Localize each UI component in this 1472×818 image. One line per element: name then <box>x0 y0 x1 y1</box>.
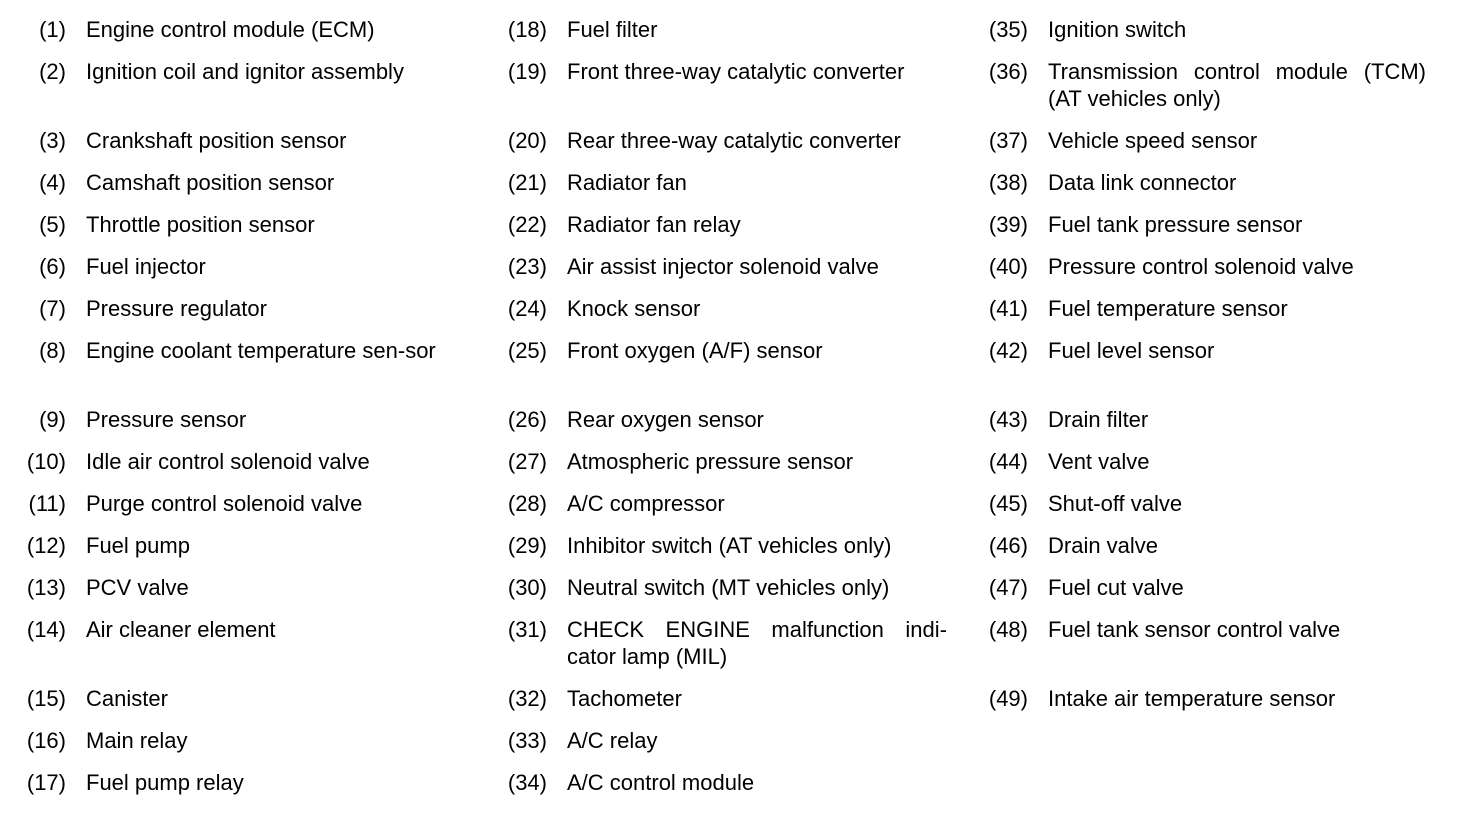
legend-item-35 <box>970 16 1426 43</box>
item-label: Knock sensor <box>567 296 701 321</box>
item-label: Inhibitor switch (AT vehicles only) <box>567 533 892 558</box>
item-number: (44) <box>988 449 1028 474</box>
legend-item-3 <box>8 127 468 154</box>
legend-item-16 <box>8 727 468 754</box>
legend-item-25 <box>489 337 947 364</box>
item-number: (15) <box>26 686 66 711</box>
item-label: Transmission control module (TCM) (AT vehicles only) <box>1048 59 1426 111</box>
item-label: Ignition switch <box>1048 17 1187 42</box>
legend-item-45 <box>970 490 1426 517</box>
legend-item-8 <box>8 337 468 364</box>
legend-item-46 <box>970 532 1426 559</box>
item-number: (31) <box>507 617 547 642</box>
legend-item-20 <box>489 127 947 154</box>
legend-item-31 <box>489 616 947 670</box>
item-label: Main relay <box>86 728 188 753</box>
legend-item-41 <box>970 295 1426 322</box>
item-label: Radiator fan relay <box>567 212 741 237</box>
item-label: Fuel pump <box>86 533 190 558</box>
item-number: (27) <box>507 449 547 474</box>
legend-item-5 <box>8 211 468 238</box>
item-label: Camshaft position sensor <box>86 170 335 195</box>
item-number: (23) <box>507 254 547 279</box>
item-label: Fuel cut valve <box>1048 575 1184 600</box>
legend-item-14 <box>8 616 468 643</box>
legend-item-37 <box>970 127 1426 154</box>
item-number: (8) <box>39 338 66 363</box>
legend-item-21 <box>489 169 947 196</box>
item-number: (48) <box>988 617 1028 642</box>
item-label: Intake air temperature sensor <box>1048 686 1336 711</box>
item-label: Vehicle speed sensor <box>1048 128 1258 153</box>
item-number: (34) <box>507 770 547 795</box>
item-number: (46) <box>988 533 1028 558</box>
item-label: A/C relay <box>567 728 658 753</box>
item-number: (38) <box>988 170 1028 195</box>
item-number: (24) <box>507 296 547 321</box>
legend-item-23 <box>489 253 947 280</box>
item-label: Fuel filter <box>567 17 658 42</box>
item-label: Ignition coil and ignitor assembly <box>86 59 404 84</box>
item-number: (43) <box>988 407 1028 432</box>
item-label: Drain filter <box>1048 407 1149 432</box>
legend-item-13 <box>8 574 468 601</box>
legend-item-11 <box>8 490 468 517</box>
item-number: (19) <box>507 59 547 84</box>
item-number: (14) <box>26 617 66 642</box>
item-label: Fuel injector <box>86 254 206 279</box>
item-number: (3) <box>39 128 66 153</box>
item-number: (6) <box>39 254 66 279</box>
item-number: (13) <box>26 575 66 600</box>
item-label: Crankshaft position sensor <box>86 128 347 153</box>
item-number: (29) <box>507 533 547 558</box>
item-label: Fuel pump relay <box>86 770 244 795</box>
item-label: Atmospheric pressure sensor <box>567 449 854 474</box>
item-number: (32) <box>507 686 547 711</box>
item-number: (26) <box>507 407 547 432</box>
item-label: Fuel tank pressure sensor <box>1048 212 1303 237</box>
item-number: (7) <box>39 296 66 321</box>
item-label: Purge control solenoid valve <box>86 491 363 516</box>
item-label: Pressure regulator <box>86 296 267 321</box>
item-label: Canister <box>86 686 168 711</box>
item-label: Pressure sensor <box>86 407 247 432</box>
item-number: (28) <box>507 491 547 516</box>
item-number: (5) <box>39 212 66 237</box>
item-label: Fuel temperature sensor <box>1048 296 1288 321</box>
item-number: (20) <box>507 128 547 153</box>
item-label: Tachometer <box>567 686 682 711</box>
item-label: Fuel level sensor <box>1048 338 1215 363</box>
legend-item-4 <box>8 169 468 196</box>
legend-item-28 <box>489 490 947 517</box>
item-label: Fuel tank sensor control valve <box>1048 617 1341 642</box>
legend-item-36 <box>970 58 1426 112</box>
item-number: (30) <box>507 575 547 600</box>
item-number: (25) <box>507 338 547 363</box>
item-number: (45) <box>988 491 1028 516</box>
item-number: (22) <box>507 212 547 237</box>
item-number: (17) <box>26 770 66 795</box>
legend-item-49 <box>970 685 1426 712</box>
item-label: Air assist injector solenoid valve <box>567 254 879 279</box>
legend-item-9 <box>8 406 468 433</box>
legend-item-2 <box>8 58 468 85</box>
item-number: (11) <box>28 491 66 516</box>
legend-item-17 <box>8 769 468 796</box>
item-label: Data link connector <box>1048 170 1237 195</box>
item-number: (4) <box>39 170 66 195</box>
legend-item-12 <box>8 532 468 559</box>
legend-item-18 <box>489 16 947 43</box>
item-label: Throttle position sensor <box>86 212 315 237</box>
legend-item-7 <box>8 295 468 322</box>
item-number: (37) <box>988 128 1028 153</box>
legend-item-19 <box>489 58 947 85</box>
legend-item-6 <box>8 253 468 280</box>
item-label: Rear three-way catalytic converter <box>567 128 901 153</box>
legend-item-40 <box>970 253 1426 280</box>
legend-item-32 <box>489 685 947 712</box>
item-number: (49) <box>988 686 1028 711</box>
legend-item-43 <box>970 406 1426 433</box>
legend-item-47 <box>970 574 1426 601</box>
legend-item-38 <box>970 169 1426 196</box>
item-number: (39) <box>988 212 1028 237</box>
item-label: Neutral switch (MT vehicles only) <box>567 575 890 600</box>
item-number: (1) <box>39 17 66 42</box>
item-label: Drain valve <box>1048 533 1159 558</box>
item-label: A/C control module <box>567 770 755 795</box>
item-number: (2) <box>39 59 66 84</box>
item-number: (35) <box>988 17 1028 42</box>
item-number: (36) <box>988 59 1028 84</box>
item-label: Front oxygen (A/F) sensor <box>567 338 823 363</box>
item-number: (47) <box>988 575 1028 600</box>
legend-item-42 <box>970 337 1426 364</box>
item-number: (10) <box>26 449 66 474</box>
legend-item-22 <box>489 211 947 238</box>
item-number: (16) <box>26 728 66 753</box>
legend-item-33 <box>489 727 947 754</box>
item-label: Engine coolant temperature sen-sor <box>86 338 436 363</box>
item-label: Radiator fan <box>567 170 687 195</box>
legend-item-26 <box>489 406 947 433</box>
item-label: Air cleaner element <box>86 617 276 642</box>
item-label: Shut-off valve <box>1048 491 1183 516</box>
item-number: (40) <box>988 254 1028 279</box>
legend-item-44 <box>970 448 1426 475</box>
legend-item-34 <box>489 769 947 796</box>
legend-item-15 <box>8 685 468 712</box>
legend-item-29 <box>489 532 947 559</box>
legend-item-48 <box>970 616 1426 643</box>
item-label: CHECK ENGINE malfunction indi-cator lamp (MIL) <box>567 617 947 669</box>
item-number: (41) <box>988 296 1028 321</box>
item-number: (9) <box>39 407 66 432</box>
item-label: Vent valve <box>1048 449 1150 474</box>
item-number: (42) <box>988 338 1028 363</box>
item-label: Idle air control solenoid valve <box>86 449 370 474</box>
item-label: Pressure control solenoid valve <box>1048 254 1354 279</box>
legend-item-1 <box>8 16 468 43</box>
legend-item-10 <box>8 448 468 475</box>
item-label: Rear oxygen sensor <box>567 407 764 432</box>
legend-item-27 <box>489 448 947 475</box>
legend-item-24 <box>489 295 947 322</box>
legend-item-30 <box>489 574 947 601</box>
item-number: (21) <box>507 170 547 195</box>
item-number: (33) <box>507 728 547 753</box>
item-number: (18) <box>507 17 547 42</box>
item-label: Front three-way catalytic converter <box>567 59 905 84</box>
item-label: PCV valve <box>86 575 189 600</box>
item-label: A/C compressor <box>567 491 725 516</box>
legend-item-39 <box>970 211 1426 238</box>
item-number: (12) <box>26 533 66 558</box>
item-label: Engine control module (ECM) <box>86 17 375 42</box>
